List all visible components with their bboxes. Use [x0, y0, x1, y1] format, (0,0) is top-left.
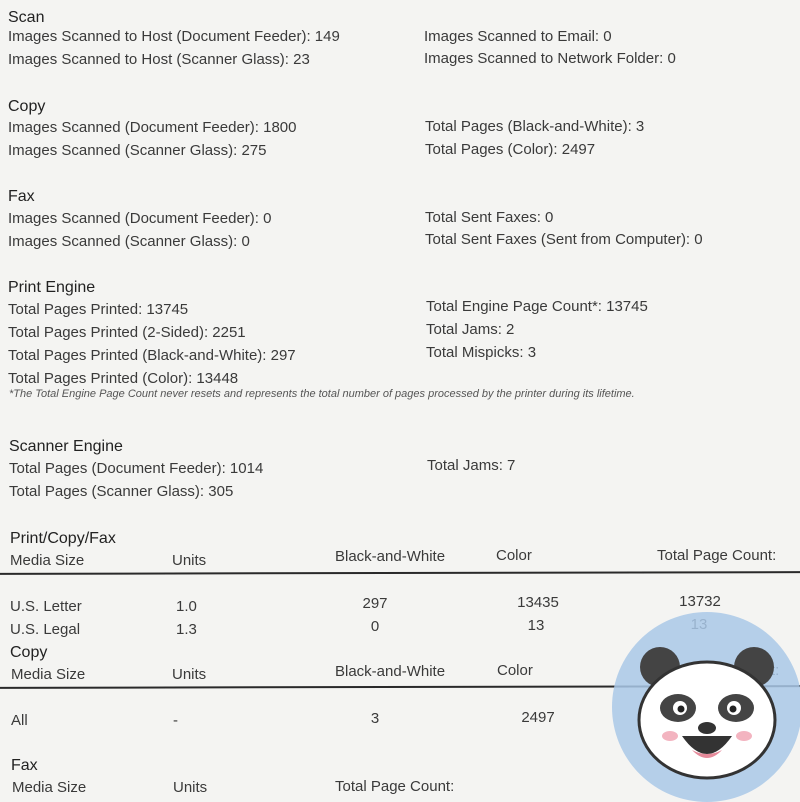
fax-section-title: Fax: [8, 188, 35, 205]
table-row-media: U.S. Letter: [10, 598, 82, 615]
table-row-bw: 3: [370, 710, 380, 727]
table-row-units: 1.3: [176, 621, 197, 638]
copy-header-units: Units: [172, 666, 207, 683]
scanner-feeder: Total Pages (Document Feeder): 1014: [9, 460, 264, 477]
scanner-jams: Total Jams: 7: [427, 457, 516, 474]
table-row-color: 13435: [517, 594, 559, 611]
fax-header-units: Units: [173, 779, 208, 796]
engine-page-count: Total Engine Page Count*: 13745: [426, 298, 648, 315]
panda-mascot-icon: [612, 612, 800, 802]
print-engine-section-title: Print Engine: [8, 279, 96, 296]
print-color: Total Pages Printed (Color): 13448: [8, 370, 239, 387]
fax-sent-computer: Total Sent Faxes (Sent from Computer): 0: [425, 231, 703, 248]
pcf-header-bw: Black-and-White: [335, 548, 446, 565]
scan-section-title: Scan: [8, 9, 45, 26]
scan-network-folder: Images Scanned to Network Folder: 0: [424, 50, 676, 67]
scan-email: Images Scanned to Email: 0: [424, 28, 612, 45]
fax-images-glass: Images Scanned (Scanner Glass): 0: [8, 233, 250, 250]
copy-header-media: Media Size: [11, 666, 86, 683]
print-total: Total Pages Printed: 13745: [8, 301, 189, 318]
table-row-bw: 0: [370, 618, 380, 635]
print-2-sided: Total Pages Printed (2-Sided): 2251: [8, 324, 246, 341]
pcf-header-media: Media Size: [10, 552, 85, 569]
copy-table-title: Copy: [10, 644, 48, 661]
scan-host-glass: Images Scanned to Host (Scanner Glass): 23: [8, 51, 310, 68]
pcf-header-units: Units: [172, 552, 207, 569]
copy-images-feeder: Images Scanned (Document Feeder): 1800: [8, 119, 297, 136]
copy-header-color: Color: [497, 662, 533, 679]
table-row-bw: 297: [362, 595, 388, 612]
pcf-table-title: Print/Copy/Fax: [10, 530, 116, 547]
table-row-color: 2497: [521, 709, 555, 726]
copy-section-title: Copy: [8, 98, 46, 115]
fax-images-feeder: Images Scanned (Document Feeder): 0: [8, 210, 272, 227]
table-row-units: 1.0: [176, 598, 197, 615]
copy-header-bw: Black-and-White: [335, 663, 446, 680]
print-bw: Total Pages Printed (Black-and-White): 297: [8, 347, 296, 364]
copy-pages-bw: Total Pages (Black-and-White): 3: [425, 118, 645, 135]
pcf-header-color: Color: [496, 547, 532, 564]
fax-sent: Total Sent Faxes: 0: [425, 209, 554, 226]
pcf-header-total: Total Page Count:: [657, 547, 777, 564]
fax-header-media: Media Size: [12, 779, 87, 796]
scan-host-feeder: Images Scanned to Host (Document Feeder): 149: [8, 28, 340, 45]
table-row-units: -: [173, 712, 178, 729]
fax-header-total: Total Page Count:: [335, 778, 455, 795]
print-jams: Total Jams: 2: [426, 321, 515, 338]
print-mispicks: Total Mispicks: 3: [426, 344, 537, 361]
copy-pages-color: Total Pages (Color): 2497: [425, 141, 596, 158]
pcf-header-rule: [0, 571, 800, 575]
table-row-media: U.S. Legal: [10, 621, 81, 638]
fax-table-title: Fax: [11, 757, 38, 774]
copy-images-glass: Images Scanned (Scanner Glass): 275: [8, 142, 267, 159]
table-row-total: 13732: [679, 593, 721, 610]
scanner-glass: Total Pages (Scanner Glass): 305: [9, 483, 234, 500]
table-row-media: All: [11, 712, 28, 729]
table-row-color: 13: [527, 617, 545, 634]
scanner-engine-section-title: Scanner Engine: [9, 438, 123, 455]
engine-footnote: *The Total Engine Page Count never resets and represents the total number of pages processed by the printer during its lifetime.: [9, 388, 635, 400]
